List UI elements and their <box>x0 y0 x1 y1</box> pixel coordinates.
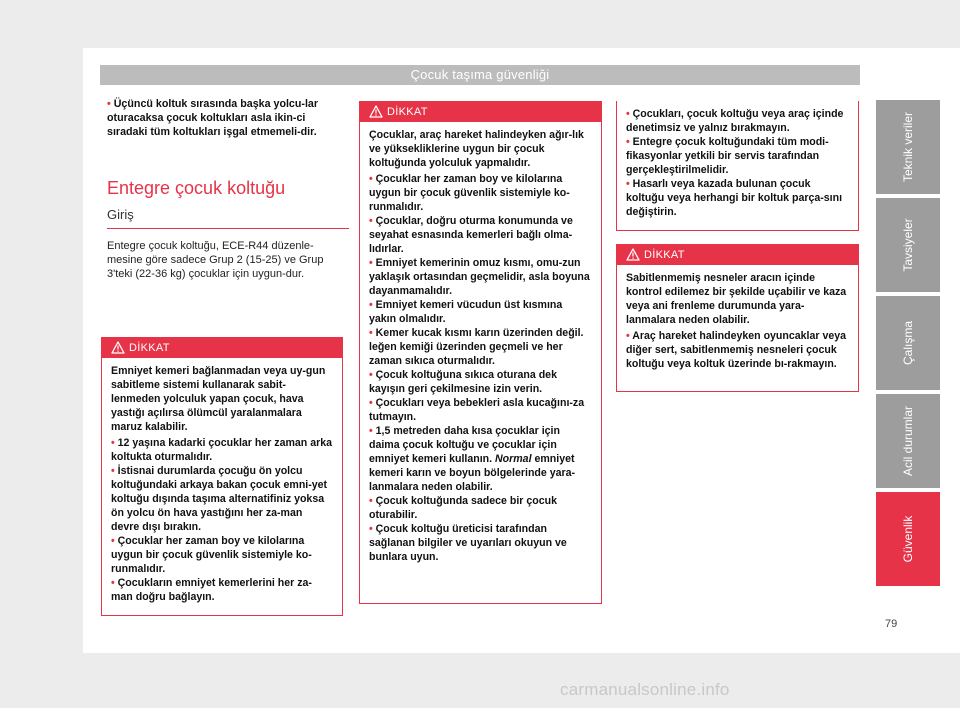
sub-title: Giriş <box>107 207 134 222</box>
page-number: 79 <box>885 618 898 630</box>
warning-bullet: • Çocukları, çocuk koltuğu veya araç içinde denetimsiz ve yalnız bırakmayın. <box>626 108 844 134</box>
warning-bullet: • 1,5 metreden daha kısa çocuklar için daima çocuk koltuğu ve çocuklar için emniyet kemeri kullanın. Normal emniyet kemeri karın ve boyun bölgelerinde yara-lanmalara neden olabilir. <box>369 425 576 493</box>
warning-bullet: • Araç hareket halindeyken oyuncaklar veya diğer sert, sabitlenmemiş nesneleri çocuk koltuğu veya koltuk üzerinde bı-rakmayın. <box>626 330 847 370</box>
bullet-dot: • <box>107 98 114 110</box>
warning-lead: Çocuklar, araç hareket halindeyken ağır-lık ve yüksekliklerine uygun bir çocuk koltuğunda yolculuk yapmalıdır. <box>369 129 584 169</box>
warning-bullet: • Çocukların emniyet kemerlerini her za-man doğru bağlayın. <box>111 577 312 603</box>
warning-body <box>102 358 342 610</box>
warning-lead: Sabitlenmemiş nesneler aracın içinde kontrol edilemez bir şekilde uçabilir ve kaza veya ani frenleme durumunda yara-lanmalara neden olabilir. <box>626 272 847 326</box>
warning-header <box>617 245 858 265</box>
warning-bullet: • Çocuk koltuğunda sadece bir çocuk oturabilir. <box>369 495 557 521</box>
warning-body <box>360 122 601 570</box>
tab-tavsiyeler[interactable]: Tavsiyeler <box>876 198 940 292</box>
warning-bullet: • Çocuklar, doğru oturma konumunda ve seyahat esnasında kemerleri bağlı olma-lıdırlar. <box>369 215 573 255</box>
watermark: carmanualsonline.info <box>560 680 730 699</box>
warning-header <box>360 102 601 122</box>
continued-warning-body <box>617 101 858 225</box>
warning-label: DİKKAT <box>129 342 170 354</box>
warning-box-3 <box>616 244 859 392</box>
warning-bullet: • Çocuk koltuğuna sıkıca oturana dek kayışın geri çekilmesine izin verin. <box>369 369 557 395</box>
page-header: Çocuk taşıma güvenliği <box>100 65 860 85</box>
warning-bullet: • Çocuklar her zaman boy ve kilolarına uygun bir çocuk güvenlik sistemiyle ko-runmalıdır. <box>111 535 312 575</box>
tab-guvenlik[interactable]: Güvenlik <box>876 492 940 586</box>
warning-triangle-icon <box>111 341 125 354</box>
warning-bullet: • Kemer kucak kısmı karın üzerinden değil. leğen kemiği üzerinden geçmeli ve her zaman sıkıca oturmalıdır. <box>369 327 584 367</box>
warning-triangle-icon <box>369 105 383 118</box>
warning-label: DİKKAT <box>387 106 428 118</box>
continued-warning-box <box>616 101 859 231</box>
body-text: Entegre çocuk koltuğu, ECE-R44 düzenle-mesine göre sadece Grup 2 (15-25) ve Grup 3'teki (22-36 kg) çocuklar için uygun-dur. <box>107 240 324 280</box>
warning-box-1 <box>101 337 343 616</box>
warning-bullet: • Çocuk koltuğu üreticisi tarafından sağlanan bilgiler ve uyarıları okuyun ve bunlara uyun. <box>369 523 567 563</box>
section-title: Entegre çocuk koltuğu <box>107 178 286 198</box>
warning-bullet: • Emniyet kemerinin omuz kısmı, omu-zun yaklaşık ortasından geçmelidir, asla boyuna dayanmamalıdır. <box>369 257 590 297</box>
warning-bullet: • Çocuklar her zaman boy ve kilolarına uygun bir çocuk güvenlik sistemiyle ko-runmalıdır. <box>369 173 570 213</box>
warning-bullet: • Entegre çocuk koltuğundaki tüm modi-fikasyonlar yetkili bir servis tarafından gerçekleştirilmelidir. <box>626 136 829 176</box>
warning-bullet: • Hasarlı veya kazada bulunan çocuk koltuğu veya herhangi bir koltuk parça-sını değiştirin. <box>626 178 843 218</box>
tab-teknik-veriler[interactable]: Teknik veriler <box>876 100 940 194</box>
warning-bullet: • İstisnai durumlarda çocuğu ön yolcu koltuğundaki arkaya bakan çocuk emni-yet koltuğu dışında taşıma alternatifiniz yoksa ön yolcu ön hava yastığını her za-man devre dışı bırakın. <box>111 465 328 533</box>
warning-bullet: • 12 yaşına kadarki çocuklar her zaman arka koltukta oturmalıdır. <box>111 437 333 463</box>
tab-calisma[interactable]: Çalışma <box>876 296 940 390</box>
warning-box-2 <box>359 101 602 604</box>
warning-lead: Emniyet kemeri bağlanmadan veya uy-gun sabitleme sistemi kullanarak sabit-lenmeden yolculuk yapan çocuk, hava yastığı açılırsa ölümcül yaralanmalara maruz kalabilir. <box>111 365 326 433</box>
warning-bullet: • Çocukları veya bebekleri asla kucağını-za tutmayın. <box>369 397 585 423</box>
warning-body <box>617 265 858 377</box>
tab-acil-durumlar[interactable]: Acil durumlar <box>876 394 940 488</box>
warning-header <box>102 338 342 358</box>
italic-normal: Normal <box>495 453 532 465</box>
warning-label: DİKKAT <box>644 249 685 261</box>
intro-bullet: • Üçüncü koltuk sırasında başka yolcu-lar oturacaksa çocuk koltukları asla ikin-ci sıradaki tüm koltukları işgal etmemeli-dir. <box>107 98 319 138</box>
warning-triangle-icon <box>626 248 640 261</box>
warning-bullet: • Emniyet kemeri vücudun üst kısmına yakın olmalıdır. <box>369 299 563 325</box>
column-1 <box>107 97 335 281</box>
